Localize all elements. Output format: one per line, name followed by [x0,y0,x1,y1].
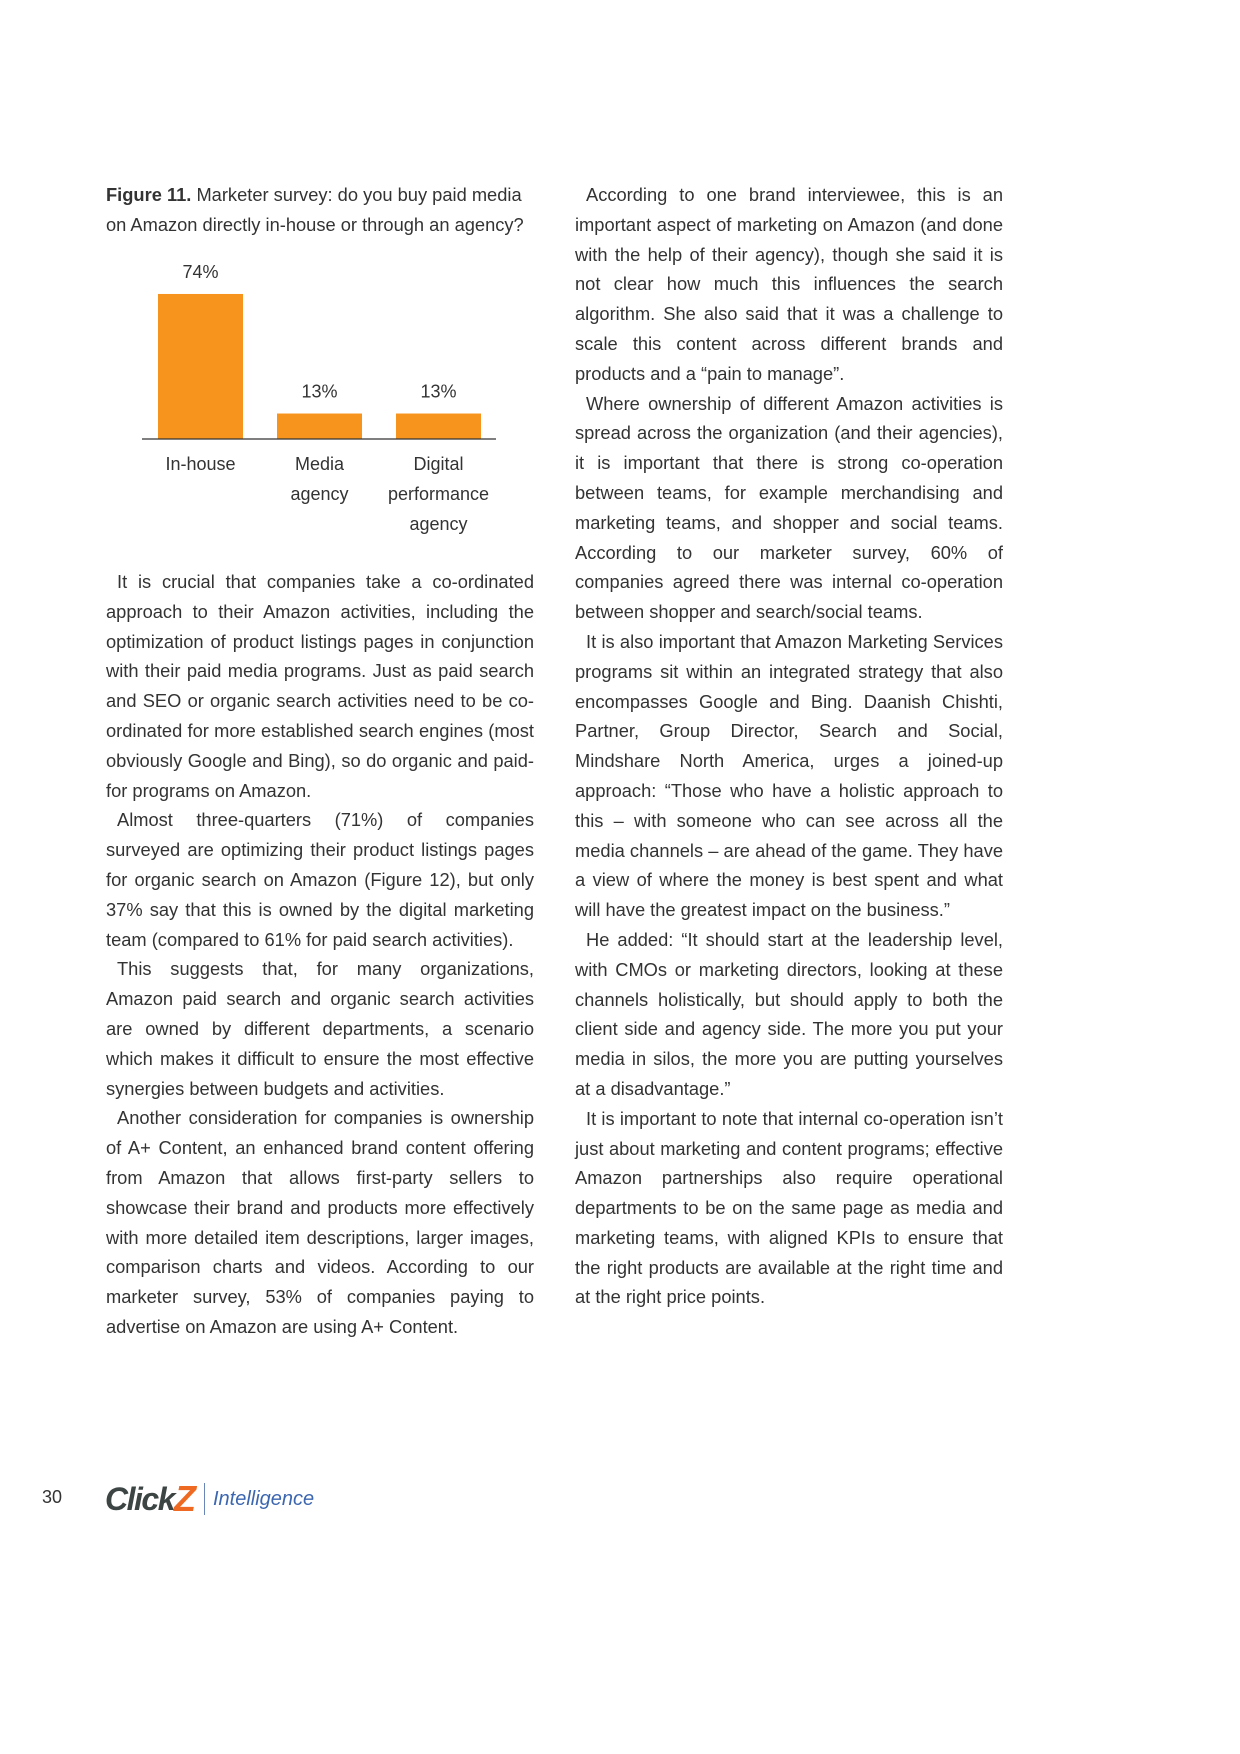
bar [396,414,481,439]
logo-intelligence: Intelligence [212,1487,315,1510]
category-label: Media [294,454,345,474]
category-label: Digital [413,454,464,474]
paragraph: Almost three-quarters (71%) of companies surveyed are optimizing their product listings pages for organic search on Amazon (Figure 12), but only 37% say that this is owned by the digital marketing team (compared to 61% for paid search activities). [106,809,534,950]
clickz-intelligence-logo [105,1478,314,1520]
paragraph: Where ownership of different Amazon activities is spread across the organization (and their agencies), it is important that there is strong co-operation between teams, for example merchandising and marketing teams, and shopper and social teams. According to our marketer survey, 60% of companies agreed there was internal co-operation between shopper and search/social teams. [575,392,1003,623]
category-label: performance [387,484,490,504]
bar-chart [0,0,600,560]
bar-value-label: 74% [182,261,219,282]
bar-value-label: 13% [301,381,338,402]
page-number: 30 [42,1487,63,1507]
paragraph: He added: “It should start at the leadership level, with CMOs or marketing directors, looking at these channels holistically, but should apply to both the client side and agency side. The more you put your media in silos, the more you are putting yourselves at a disadvantage.” [575,928,1003,1099]
left-column [106,567,534,1342]
category-label: agency [290,484,349,504]
paragraph: It is crucial that companies take a co-ordinated approach to their Amazon activities, including the optimization of product listings pages in conjunction with their paid media programs. Just as paid search and SEO or organic search activities need to be co-ordinated for more established search engines (most obviously Google and Bing), so do organic and paid-for programs on Amazon. [106,571,534,801]
paragraph: It is important to note that internal co-operation isn’t just about marketing and content programs; effective Amazon partnerships also require operational departments to be on the same page as media and marketing teams, with aligned KPIs to ensure that the right products are available at the right time and at the right price points. [575,1107,1003,1308]
bar [277,414,362,439]
bar [158,294,243,439]
category-label: agency [409,514,468,534]
category-label: In-house [165,454,236,474]
logo-divider [204,1483,205,1515]
figure-label: Figure 11. [106,184,192,205]
paragraph: It is also important that Amazon Marketing Services programs sit within an integrated strategy that also encompasses Google and Bing. Daanish Chishti, Partner, Group Director, Search and Social, Mindshare North America, urges a joined-up approach: “Those who have a holistic approach to this – with someone who can see across all the media channels – are ahead of the game. They have a view of where the money is best spent and what will have the greatest impact on the business.” [575,630,1003,921]
right-column [575,180,1003,1312]
paragraph: According to one brand interviewee, this is an important aspect of marketing on Amazon (and done with the help of their agency), though she said it is not clear how much this influences the search algorithm. She also said that it was a challenge to scale this content across different brands and products and a “pain to manage”. [575,184,1003,384]
logo-click: Click [105,1480,174,1517]
bar-value-label: 13% [420,381,457,402]
paragraph: Another consideration for companies is ownership of A+ Content, an enhanced brand content offering from Amazon that allows first-party sellers to showcase their brand and products more effectively with more detailed item descriptions, larger images, comparison charts and videos. According to our marketer survey, 53% of companies paying to advertise on Amazon are using A+ Content. [106,1107,534,1337]
logo-z: Z [173,1478,196,1519]
paragraph: This suggests that, for many organizations, Amazon paid search and organic search activities are owned by different departments, a scenario which makes it difficult to ensure the most effective synergies between budgets and activities. [106,958,534,1099]
figure-caption-text: Marketer survey: do you buy paid media on Amazon directly in-house or through an agency? [106,184,524,235]
